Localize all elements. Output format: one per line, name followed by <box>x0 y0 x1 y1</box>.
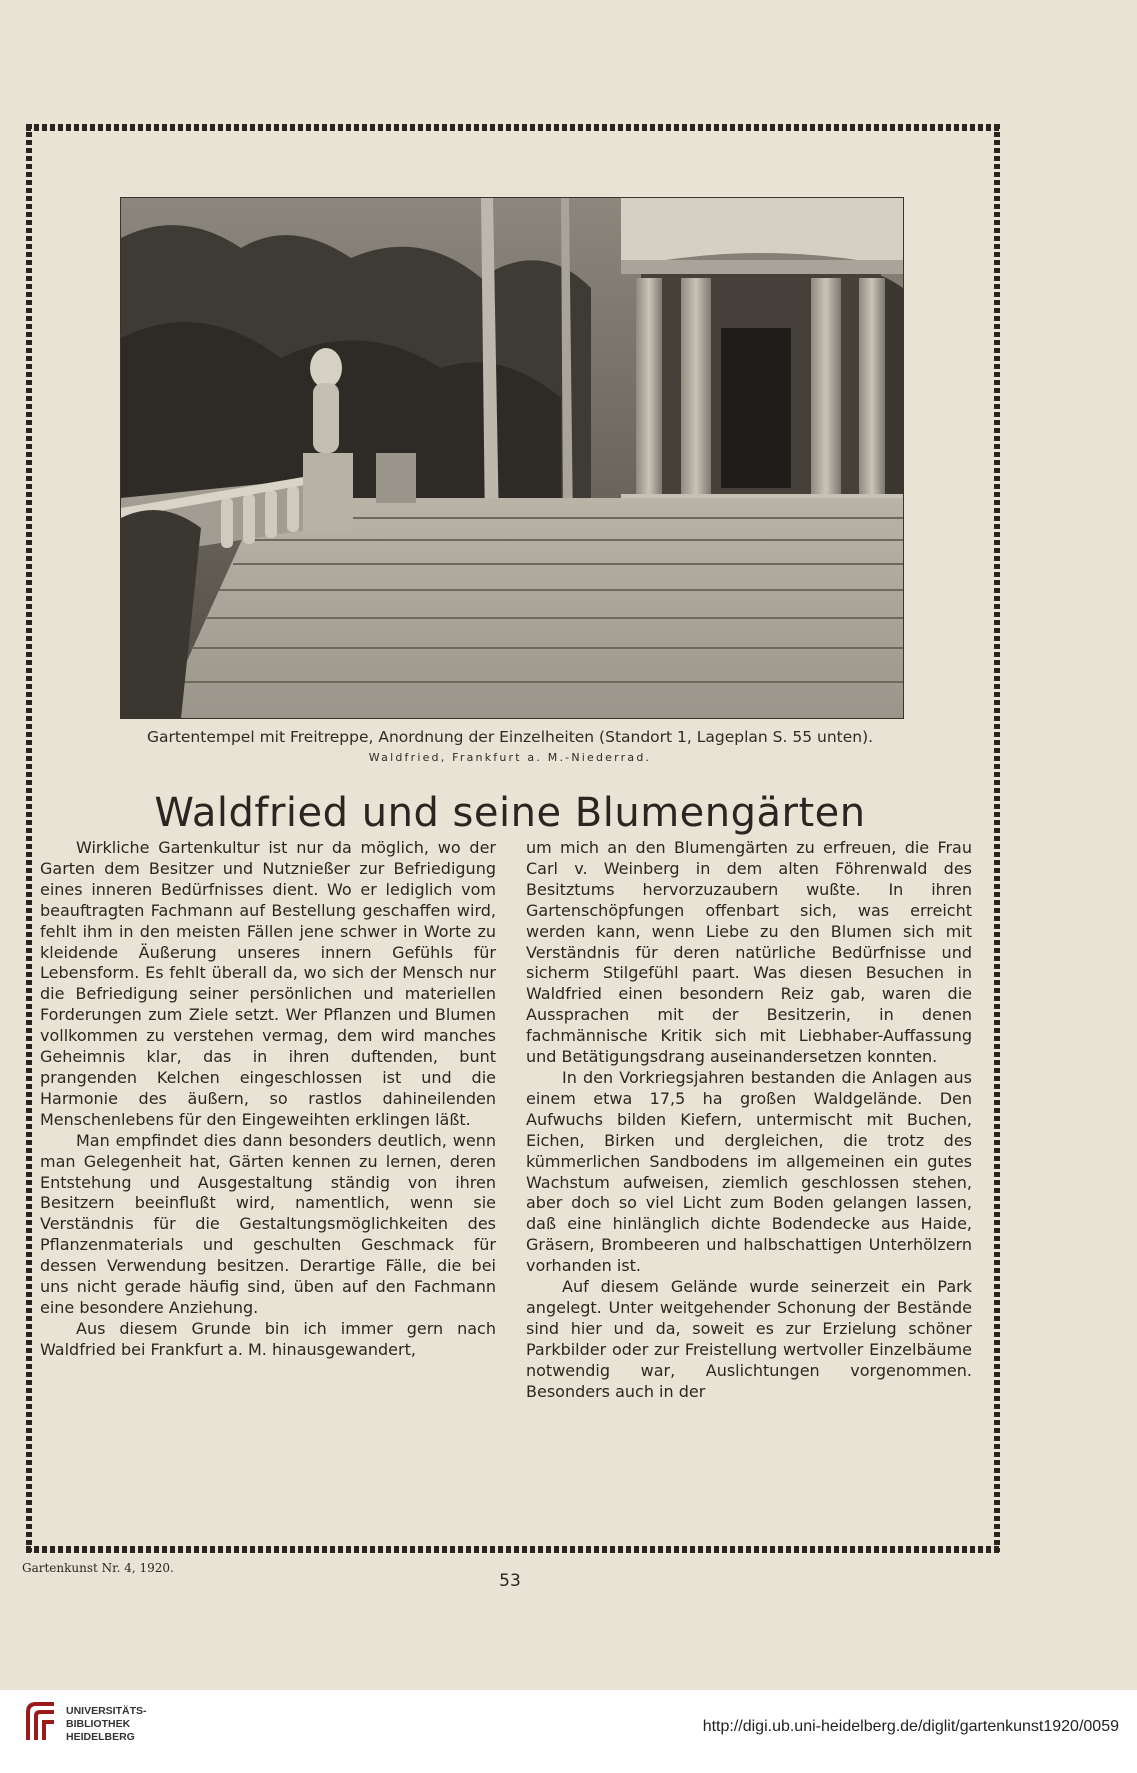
journal-reference: Gartenkunst Nr. 4, 1920. <box>22 1561 174 1575</box>
frame-right-border <box>994 124 1000 1552</box>
frame-bottom-border <box>26 1546 1000 1553</box>
viewer-footer <box>0 1690 1137 1773</box>
photo-caption: Gartentempel mit Freitreppe, Anordnung der Einzelheiten (Standort 1, Lageplan S. 55 unten). <box>146 728 874 746</box>
library-name-line: BIBLIOTHEK <box>66 1718 131 1730</box>
library-name-line: UNIVERSITÄTS- <box>66 1705 147 1717</box>
paragraph: um mich an den Blumengärten zu erfreuen, die Frau Carl v. Weinberg in dem alten Föhrenwald des Besitztums hervorzuzaubern wußte. In ihren Gartenschöpfungen offenbart sich, was erreicht werden kann, wenn Liebe zu den Blumen sich mit Verständnis für deren natürliche Bedürfnisse und sicherm Stilgefühl paart. Was diesen Besuchen in Waldfried einen besondern Reiz gab, waren die Aussprachen mit der Besitzerin, in denen fachmännische Kritik sich mit Liebhaber-Auffassung und Betätigungsdrang auseinandersetzen konnten. <box>526 838 972 1067</box>
library-name[interactable] <box>66 1705 147 1744</box>
article-title: Waldfried und seine Blumengärten <box>154 790 866 836</box>
garden-temple-photo <box>120 197 904 719</box>
page-number: 53 <box>499 1571 521 1591</box>
paragraph: In den Vorkriegsjahren bestanden die Anlagen aus einem etwa 17,5 ha großen Waldgelände. Den Aufwuchs bilden Kiefern, untermischt mit Buchen, Eichen, Birken und dergleichen, die trotz des kümmerlichen Sandbodens im allgemeinen ein gutes Wachstum aufweisen, ziemlich geschlossen stehen, aber doch so viel Licht zum Boden gelangen lassen, daß eine hinlänglich dichte Bodendecke aus Haide, Gräsern, Brombeeren und halbschattigen Unterhölzern vorhanden ist. <box>526 1067 972 1276</box>
paragraph: Man empfindet dies dann besonders deutlich, wenn man Gelegenheit hat, Gärten kennen zu lernen, deren Entstehung und Ausgestaltung ständig von ihren Besitzern beeinflußt wird, namentlich, wenn sie Verständnis für die Gestaltungsmöglichkeiten des Pflanzenmaterials und geschulten Geschmack für dessen Verwendung besitzen. Derartige Fälle, die bei uns nicht gerade häufig sind, üben auf den Fachmann eine besondere Anziehung. <box>40 1130 496 1317</box>
paragraph: Auf diesem Gelände wurde seinerzeit ein Park angelegt. Unter weitgehender Schonung der Bestände sind hier und da, soweit es zur Erzielung schöner Parkbilder oder zur Freistellung wertvoller Einzelbäume notwendig war, Auslichtungen vorgenommen. Besonders auch in der <box>526 1277 972 1401</box>
paragraph: Wirkliche Gartenkultur ist nur da möglich, wo der Garten dem Besitzer und Nutznießer zur Befriedigung eines inneren Bedürfnisses dient. Wo er lediglich vom beauftragten Fachmann auf Bestellung geschaffen wird, fehlt ihm in den meisten Fällen jene schwer in Worte zu kleidende Äußerung unseres innern Gefühls für Lebensform. Es fehlt überall da, wo sich der Mensch nur die Befriedigung seiner persönlichen und materiellen Forderungen zum Ziele setzt. Wer Pflanzen und Blumen vollkommen zu verstehen vermag, dem wird manches Geheimnis klar, das in ihren duftenden, bunt prangenden Kelchen eingeschlossen ist und die Harmonie des äußern, so rastlos dahineilenden Menschenlebens für den Eingeweihten erklingen läßt. <box>40 838 496 1129</box>
photo-credit: Waldfried, Frankfurt a. M.-Niederrad. <box>368 751 652 764</box>
university-library-logo-icon <box>24 1700 58 1744</box>
paragraph: Aus diesem Grunde bin ich immer gern nach Waldfried bei Frankfurt a. M. hinausgewandert, <box>40 1318 496 1359</box>
article-right-column <box>526 838 972 1528</box>
library-name-line: HEIDELBERG <box>66 1731 135 1743</box>
source-url-link[interactable]: http://digi.ub.uni-heidelberg.de/diglit/gartenkunst1920/0059 <box>702 1718 1119 1735</box>
frame-top-border <box>26 124 1000 131</box>
article-left-column <box>40 838 496 1528</box>
frame-left-border <box>26 124 32 1552</box>
